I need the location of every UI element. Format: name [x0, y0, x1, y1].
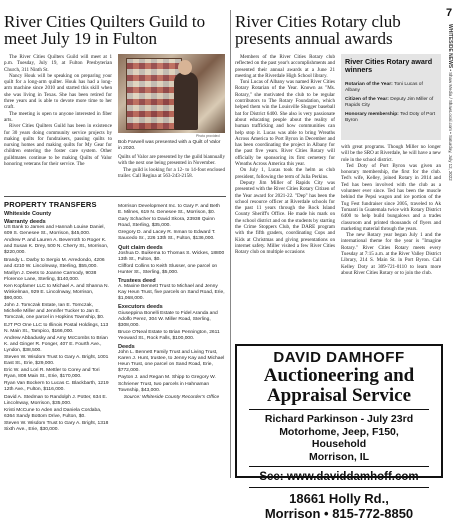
- transfer-entry: Kristi McCune to Aden and Daniela Cordaba, 6364 Sandy Bottom Drive, Fulton, $0.: [4, 407, 102, 419]
- transfer-entry: Ryan Van Bockern to Lucas C. Blackbarth, 1219 12th Ave., Fulton, $116,000.: [4, 381, 109, 393]
- award-item: [345, 82, 437, 94]
- photo-credit: Photo provided: [196, 134, 220, 138]
- transfer-entry: Andrew Abbadusky and Amy McCombs to Brian K. and Ginger R. Fonger, 407 E. Fourth Ave., Lyndon, $38,500.: [4, 335, 108, 353]
- ad-sale-line: Richard Parkinson - July 23rd: [264, 413, 414, 425]
- section-name: WHITESIDE NEWS: [447, 24, 453, 69]
- ad-website[interactable]: See: www.daviddamhoff.com: [259, 471, 419, 483]
- quilters-paragraph: River Cities Quilters Guild has been in existence for 30 years doing community service projects by making quilts for fundraisers, passing quilts to nursing homes and making quilts for My Gear for children entering the foster care system. Other guildmates continue to be making Quilts of Valor honoring veterans for their service. The: [4, 123, 112, 168]
- awards-sidebar-title: River Cities Rotary award winners: [345, 57, 433, 74]
- award-value: Toni Lucas of Albany: [345, 82, 423, 93]
- transfer-entry: Eric W. and Lori R. Mettler to Corey and Tori Ryan, 808 Main St., Erie, $170,000.: [4, 368, 100, 380]
- rotary-paragraph: The new Rotary year began July 1 and the international theme for the year is "Imagine Rotary." River Cities Rotary meets every Tuesday at 7:15 a.m. at the River Valley District Library, 214 S. Main St. in Port Byron. Call Kelley Doty at 309-721-0110 to learn more about River Cities Rotary or to join the club.: [341, 232, 441, 276]
- property-county: [4, 211, 112, 219]
- rotary-paragraph: with great programs. Though Miller no longer will be the SRO at Riverdale, he will have a new role in the school district.: [341, 144, 441, 163]
- transfer-entry: Steven W. Wisdom Trust to Gary A. Bright, 1001 East St., Erie, $29,000.: [4, 354, 109, 367]
- award-label: Citizen of the Year:: [345, 97, 389, 102]
- transfer-entry: David A. Stedman to Randolph J. Potter, 634 E. Lincolnway, Morrison, $35,000.: [4, 394, 108, 406]
- ad-business-name: DAVID DAMHOFF: [273, 349, 405, 366]
- ad-location: Morrison, IL: [308, 450, 370, 463]
- quilters-body: [4, 54, 112, 168]
- rotary-paragraph: Toni Lucas of Albany was named River Cities Rotary Rotarian of the Year. Known as "Ms. Rotary," she motivated the club to be regular contributors to The Rotary Foundation, which helped them win the Louisville Slugger baseball bat for District 6400. She also is very passionate about educating people about the reality of human trafficking and how communities can help stop it. Lucas was able to bring Wreaths Across America to Port Byron in December and has been coordinating the project in Albany for the past five years. River Cities Rotary will officially be sponsoring its first cemetery for Wreaths Across America this year.: [235, 79, 335, 168]
- ad-divider: [249, 466, 429, 467]
- transfers-left-column: [4, 219, 112, 478]
- county-heading: Whiteside County: [4, 211, 52, 217]
- transfer-entry: Andrew P. and Lauren A. Beverroth to Roger K. and Susan K. Drey, 500 N. Cherry St., Morrison, $220,000.: [4, 238, 109, 256]
- quilters-continued: [118, 154, 225, 194]
- transfer-entry: EJT PO One LLC to Illinois Postal Holdings, 113 N. Main St., Tampico, $166,000.: [4, 322, 109, 334]
- rotary-paragraph: Members of the River Cities Rotary club reflected on the past year's accomplishments and presented their annual awards at a June 21 meeting at the Riverdale High School library.: [235, 54, 335, 79]
- trustees-deed-heading: Trustees deed: [118, 278, 156, 285]
- transfer-entry: A. Maxine Bennett Trust to Michael and Jenny Kay Heun Trust, five parcels on Sand Road, Erie, $1,068,000.: [118, 284, 225, 302]
- ad-street-address: 18661 Holly Rd.,: [289, 491, 389, 506]
- deeds-heading: Deeds: [118, 343, 135, 350]
- property-transfers-title: PROPERTY TRANSFERS: [4, 200, 97, 209]
- rotary-body-col1: [235, 54, 335, 340]
- ad-service-line: Auctioneering and: [263, 365, 415, 386]
- transfer-entry: Bruce O'Neal Estate to Brian Pennington, 2611 Yeoward St., Rock Falls, $100,000.: [118, 329, 220, 341]
- transfer-entry: US Bank to James and Hannah Louise Daniel, 609 S. Genesee St., Morrison, $45,000.: [4, 225, 105, 237]
- ad-divider: [249, 487, 429, 488]
- auction-advertisement: [235, 344, 443, 521]
- transfer-entry: John L. Bennett Family Trust and Living Trust, Karen J. Hunt, trustee, to Jenny Kay and Michael Heun Trust, one parcel on Sand Road, Erie, $772,000.: [118, 350, 225, 374]
- section-divider: [4, 196, 226, 197]
- photo-caption: Bob Farwell was presented with a Quilt of Valor in 2020.: [118, 140, 221, 151]
- column-divider: [230, 10, 231, 478]
- transfer-entry: Steven W. Wisdom Trust to Gary A. Bright, 1318 Sixth Ave., Erie, $30,000.: [4, 420, 109, 432]
- award-label: Honorary membership:: [345, 112, 399, 117]
- award-item: [345, 112, 437, 124]
- page-number: 7: [446, 7, 453, 19]
- ad-items-line: Household: [311, 438, 367, 450]
- quilt-photo: [118, 54, 225, 133]
- warranty-deeds-heading: Warranty deeds: [4, 219, 46, 225]
- ad-items-line: Motorhome, Jeep, F150,: [279, 425, 399, 438]
- transfer-entry: Giuseppina Bonelli Estate to Fidel Aranda and Adolfo Perez, 304 W. Miller Road, Sterling, $308,000.: [118, 310, 218, 328]
- person-figure: [174, 72, 198, 130]
- quilters-continued-paragraph: Quilts of Valor are presented by the guild biannually with the next one being presented in November.: [118, 154, 225, 167]
- ad-city-phone: Morrison • 815-772-8850: [264, 506, 414, 521]
- transfer-entry: Morrison Development Inc. to Gary F. and Beth E. Milnes, 619 N. Genesee St., Morrison, $0.: [118, 204, 220, 216]
- executors-deeds-heading: Executors deeds: [118, 304, 163, 311]
- section-strip: [447, 24, 453, 214]
- transfer-entry: Payton J. and Regan M. Shipp to Gregory W. Schriener Trust, two parcels in Hahnaman Township, $43,000.: [118, 375, 216, 393]
- awards-sidebar-body: [345, 82, 437, 127]
- transfers-source: Source: Whiteside County Recorder's Office: [123, 394, 220, 400]
- rotary-body-col3: [341, 144, 441, 340]
- ad-divider: [249, 409, 429, 410]
- award-value: Deputy Jim Miller of Rapids City: [345, 97, 434, 108]
- person-head: [178, 60, 192, 75]
- transfer-entry: Brandy L. Darby to Sergio M. Arredondo, 4206 and 4210 W. Lincolnway, Sterling, $55,000.: [4, 257, 105, 269]
- award-value: Ted Doty of Port Byron: [345, 112, 436, 123]
- section-date: • Shaw Media / ShawLocal.com • Saturday, July 12, 2022: [448, 68, 453, 181]
- quilters-paragraph: The meeting is open to anyone interested in fiber arts.: [4, 110, 112, 123]
- ad-service-line: Appraisal Service: [266, 385, 412, 406]
- quilters-continued-paragraph: The guild is looking for a 12- to 14-foot enclosed trailer. Call Regina at 563-243-2158.: [118, 166, 225, 179]
- rotary-headline: River Cities Rotary club presents annual awards: [235, 12, 401, 48]
- transfer-entry: Gary Schacher to David Skora, 23938 Quinn Road, Sterling, $35,000.: [118, 217, 215, 229]
- rotary-paragraph: Deputy Jim Miller of Rapids City was presented with the River Cities Rotary Citizen of the Year award for 2021-22. "Dep" has been the school resource officer at Riverdale schools for the past 11 years through the Rock Island County Sheriff's Office. He made his mark on the school district and on the students by starting the Crime Stoppers Club, the DARE program with the fifth graders, coordinating Cops and Kids at Christmas and giving presentations on internet safety. Miller visited a few River Cities Rotary club on multiple occasions: [235, 179, 335, 256]
- quilters-paragraph: Nancy Houk will be speaking on preparing your quilt for a long-arm quilter. Houk has had a long-arm machine since 2010 and started this skill when she was living in Texas. She has been retired for three years and is able to devote more time to her craft.: [4, 72, 112, 111]
- transfer-entry: Clifford Collins to Keith Slusser, one parcel on Hunter St., Sterling, $5,000.: [118, 263, 218, 275]
- transfer-entry: John J. Tomczak Estate, Ian E. Tomczak, Michelle Miller and Jennifer Tucker to Jan E. Tomczak, one parcel in Hopkins Township, $0.: [4, 303, 105, 321]
- quilters-headline: River Cities Quilters Guild to meet July 19 in Fulton: [4, 12, 206, 48]
- transfer-entry: Marilyn J. Deets to Joanne Carmody, 9038 Florence Lane, Sterling, $140,000.: [4, 270, 97, 282]
- quit-claim-heading: Quit claim deeds: [118, 244, 163, 251]
- transfer-entry: Joshua D. Buikema to Thomas S. Wickes, 18800 13th St., Fulton, $0.: [118, 250, 225, 262]
- quilters-paragraph: The River Cities Quilters Guild will meet at 1 p.m. Tuesday, July 19, at Fulton Presbyterian Church, 311 Ninth St.: [4, 54, 112, 73]
- transfers-right-column: [118, 204, 225, 478]
- award-label: Rotarian of the Year:: [345, 82, 393, 87]
- transfer-entry: Gregory D. and Lacey R. Inman to Edward T. Saucedo Sr., 226 13th St., Fulton, $136,000.: [118, 230, 216, 242]
- award-item: [345, 97, 437, 109]
- rotary-paragraph: On July 1, Lucas took the helm as club president, following the term of Julia Perkins.: [235, 167, 335, 180]
- rotary-paragraph: Ted Doty of Port Byron was given an honorary membership, the first for the club. Ted's wife, Kelley, joined Rotary in 2014 and Ted has been involved with the club as a volunteer ever since. Ted has been the muscle behind the Pepsi wagon and ice portion of the Tug Fest fundraiser since 2005, traveled to Ak Tomanti in Guatemala twice with Rotary District 6400 to help build bungalows and a trades classroom and printed thousands of flyers and marketing material through the years.: [341, 162, 441, 232]
- transfer-entry: Ken Kopfamer LLC to Michael A. and Shanna N. Winkelman, 929 E. Lincolnway, Morrison, $90,000.: [4, 283, 109, 302]
